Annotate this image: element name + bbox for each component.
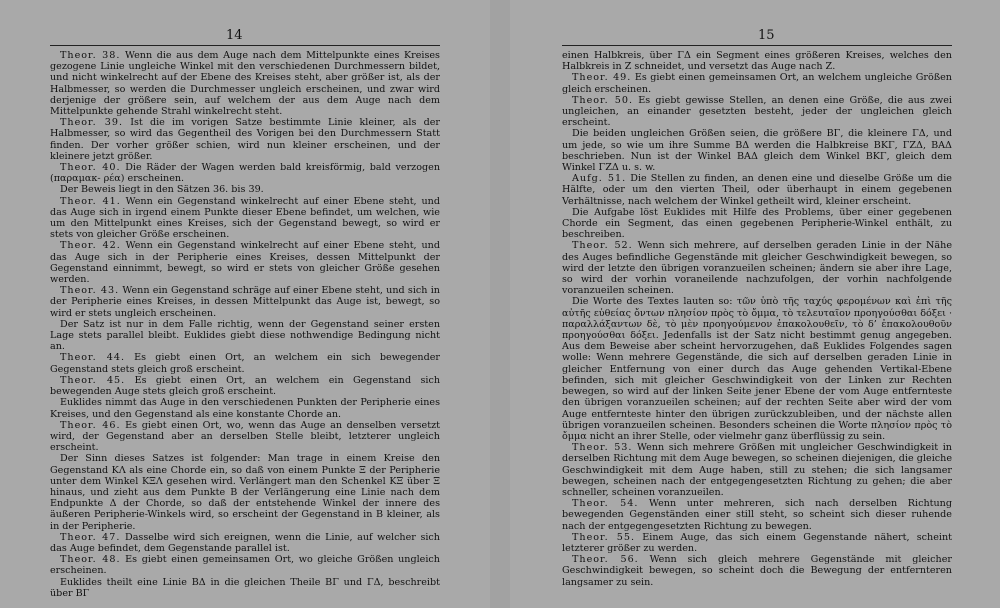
paragraph-text: Wenn sich gleich mehrere Gegenstände mit gleicher Geschwindigkeit bewegen, so scheint doch die Bewegung der entfernteren langsamer zu sein. (562, 554, 952, 588)
paragraph-text: Die Räder der Wagen werden bald kreisförmig, bald verzogen (παραμακ- ρέα) erscheinen. (50, 162, 441, 185)
theorem-label: Theor. 47. (60, 531, 121, 543)
paragraph-text: Der Beweis liegt in den Sätzen 36. bis 39. (60, 184, 264, 196)
book-gutter (490, 0, 510, 608)
paragraph (50, 162, 440, 184)
paragraph-text: Der Sinn dieses Satzes ist folgender: Man trage in einem Kreise den Gegenstand ΚΛ als eine Chorde ein, so daß von einem Punkte Ξ der Peripherie unter dem Winkel ΚΞΛ gesehen wird. Verlängert man den Schenkel ΚΞ über Ξ hinaus, und zieht aus dem Punkte Β der Verlängerung eine Linie nach dem Endpunkte Δ der Chorde, so daß der entstehende Winkel der innere des äußeren Peripherie-Winkels wird, so erscheint der Gegenstand in Β kleiner, als in der Peripherie. (50, 453, 440, 532)
paragraph-text: Einem Auge, das sich einem Gegenstande nähert, scheint letzterer größer zu werden. (562, 531, 953, 554)
paragraph (562, 173, 952, 207)
paragraph (562, 207, 952, 241)
left-page (0, 0, 490, 608)
theorem-label: Theor. 54. (572, 498, 639, 510)
paragraph-text: Die Aufgabe löst Euklides mit Hilfe des Problems, über einer gegebenen Chorde ein Segment, das einen gegebenen Peripherie-Winkel enthält, zu beschreiben. (562, 206, 952, 241)
paragraph (50, 319, 440, 353)
paragraph-text: Es giebt einen Ort, an welchem ein sich bewegender Gegenstand stets gleich groß erscheint. (50, 352, 440, 375)
paragraph (562, 50, 952, 72)
paragraph (50, 554, 440, 576)
paragraph (50, 375, 440, 397)
right-page (510, 0, 1000, 608)
theorem-label: Theor. 55. (572, 531, 636, 543)
left-header-rule (50, 45, 440, 46)
theorem-label: Theor. 52. (572, 240, 633, 252)
paragraph (50, 420, 440, 454)
paragraph-text: Es giebt gewisse Stellen, an denen eine Größe, die aus zwei ungleichen, an einander gesetzten besteht, jeder der ungleichen gleich erscheint. (562, 94, 952, 129)
paragraph-text: Die Stellen zu finden, an denen eine und dieselbe Größe um die Hälfte, oder um den vierten Theil, oder überhaupt in einem gegebenen Verhältnisse, nach welchem der Winkel getheilt wird, kleiner erscheint. (562, 173, 952, 207)
paragraph (50, 352, 440, 374)
paragraph (50, 532, 440, 554)
theorem-label: Theor. 44. (60, 352, 126, 364)
paragraph-text: Dasselbe wird sich ereignen, wenn die Linie, auf welcher sich das Auge befindet, dem Gegenstande parallel ist. (50, 531, 440, 554)
paragraph-text: Es giebt einen Ort, wo, wenn das Auge an denselben versetzt wird, der Gegenstand aber an derselben Stelle bleibt, letzterer ungleich erscheint. (50, 419, 440, 454)
theorem-label: Theor. 53. (572, 442, 633, 454)
paragraph (562, 532, 952, 554)
paragraph-text: Wenn die aus dem Auge nach dem Mittelpunkte eines Kreises gezogene Linie ungleiche Winkel mit den verschiedenen Durchmessern bildet, und nicht winkelrecht auf der Ebene des Kreises steht, aber größer ist, als der Halbmesser, so werden die Durchmesser ungleich erscheinen, und zwar wird derjenige der größere sein, auf welchem der aus dem Auge nach dem Mittelpunkte gehende Strahl winkelrecht steht. (50, 50, 440, 118)
theorem-label: Theor. 50. (572, 94, 634, 106)
theorem-label: Theor. 48. (60, 554, 121, 566)
paragraph (562, 240, 952, 296)
paragraph (50, 453, 440, 531)
paragraph (50, 577, 440, 599)
paragraph-text: Wenn unter mehreren, sich nach derselben Richtung bewegenden Gegenständen einer still steht, so scheint sich dieser ruhende nach der entgegengesetzten Richtung zu bewegen. (562, 498, 952, 532)
paragraph-text: Es giebt einen gemeinsamen Ort, wo gleiche Größen ungleich erscheinen. (50, 554, 440, 577)
theorem-label: Theor. 39. (60, 117, 124, 129)
theorem-label: Theor. 38. (60, 50, 121, 61)
paragraph-text: Wenn sich mehrere, auf derselben geraden Linie in der Nähe des Auges befindliche Gegenstände mit gleicher Geschwindigkeit bewegen, so wird der letzte den übrigen voranzueilen scheinen; ändern sie aber ihre Lage, so wird der vorhin voraneilende nachzufolgen, der vorhin nachfolgende voranzueilen scheinen. (562, 240, 953, 297)
paragraph (50, 285, 440, 319)
paragraph-text: Es giebt einen gemeinsamen Ort, an welchem ungleiche Größen gleich erscheinen. (562, 72, 952, 95)
right-page-body (562, 50, 952, 588)
paragraph-text: Der Satz ist nur in dem Falle richtig, wenn der Gegenstand seiner ersten Lage stets parallel bleibt. Euklides giebt diese nothwendige Bedingung nicht an. (50, 318, 440, 353)
left-page-number: 14 (226, 28, 243, 43)
paragraph-text: Wenn sich mehrere Größen mit ungleicher Geschwindigkeit in derselben Richtung mit dem Auge bewegen, so scheinen diejenigen, die gleiche Geschwindigkeit mit dem Auge haben, still zu stehen; die sich langsamer bewegen, scheinen nach der entgegengesetzten Richtung zu gehen; die aber schneller, scheinen voranzueilen. (562, 442, 952, 498)
theorem-label: Theor. 49. (572, 72, 632, 84)
theorem-label: Theor. 46. (60, 419, 121, 431)
problem-label: Aufg. 51. (572, 173, 627, 185)
theorem-label: Theor. 40. (60, 162, 121, 174)
left-page-body (50, 50, 440, 599)
paragraph (50, 240, 440, 285)
paragraph (562, 442, 952, 498)
paragraph-text: einen Halbkreis, über ΓΔ ein Segment eines größeren Kreises, welches den Halbkreis in Ζ schneidet, und versetzt das Auge nach Ζ. (562, 50, 952, 73)
paragraph (562, 554, 952, 588)
theorem-label: Theor. 42. (60, 240, 121, 252)
paragraph-text: Wenn ein Gegenstand winkelrecht auf einer Ebene steht, und das Auge sich in der Peripherie eines Kreises, dessen Mittelpunkt der Gegenstand einnimmt, bewegt, so wird er stets von gleicher Größe gesehen werden. (50, 240, 440, 286)
paragraph (562, 72, 952, 94)
paragraph (562, 128, 952, 173)
paragraph-text: Die Worte des Textes lauten so: τῶν ὑπὸ τῆς ταχύς φερομένων καὶ ἐπὶ τῆς αὐτῆς εὐθείας ὄντων πλησίον πρὸς τὸ ὄμμα, τὸ τελευταῖον προηγούσθαι δόξει · παραλλάξαντων δὲ, τὸ μὲν προηγούμενον ἐπακολουθεῖν, τὸ δ’ ἐπακολουθοῦν προηγούσθαι δόξει. Jedenfalls ist der Satz nicht bestimmt genug angegeben. Aus dem Beweise aber scheint hervorzugehen, daß Euklides Folgendes sagen wolle: Wenn mehrere Gegenstände, die sich auf derselben geraden Linie in gleicher Entfernung von einer durch das Auge gehenden Vertikal-Ebene befinden, sich mit gleicher Geschwindigkeit von der Linken zur Rechten bewegen, so wird auf der linken Seite jener Ebene der vom Auge entfernteste den übrigen voranzueilen scheinen; auf der rechten Seite aber wird der vom Auge entfernteste hinter den übrigen zurückzubleiben, und der nächste allen übrigen voranzueilen scheinen. Besonders scheinen die Worte πλησίον πρὸς τὸ ὄμμα nicht an ihrer Stelle, oder vielmehr ganz überflüssig zu sein. (562, 296, 952, 442)
paragraph-text: Wenn ein Gegenstand winkelrecht auf einer Ebene steht, und das Auge sich in irgend einem Punkte dieser Ebene befindet, um welchen, wie um den Mittelpunkt eines Kreises, sich der Gegenstand bewegt, so wird er stets von gleicher Größe erscheinen. (50, 195, 440, 241)
paragraph-text: Euklides nimmt das Auge in den verschiedenen Punkten der Peripherie eines Kreises, und den Gegenstand als eine konstante Chorde an. (50, 397, 440, 420)
right-header-rule (562, 45, 952, 46)
paragraph-text: Wenn ein Gegenstand schräge auf einer Ebene steht, und sich in der Peripherie eines Kreises, in dessen Mittelpunkt das Auge ist, bewegt, so wird er stets ungleich erscheinen. (50, 285, 440, 319)
paragraph (562, 498, 952, 532)
paragraph-text: Euklides theilt eine Linie ΒΔ in die gleichen Theile ΒΓ und ΓΔ, beschreibt über ΒΓ (50, 576, 440, 599)
right-page-number: 15 (758, 28, 775, 43)
theorem-label: Theor. 45. (60, 374, 126, 386)
paragraph (562, 296, 952, 442)
paragraph (50, 397, 440, 419)
paragraph (562, 95, 952, 129)
paragraph (50, 50, 440, 117)
theorem-label: Theor. 56. (572, 554, 639, 566)
paragraph (50, 196, 440, 241)
paragraph-text: Es giebt einen Ort, an welchem ein Gegenstand sich bewegenden Auge stets gleich groß erscheint. (50, 374, 441, 398)
theorem-label: Theor. 41. (60, 195, 121, 207)
theorem-label: Theor. 43. (60, 285, 120, 297)
paragraph (50, 184, 440, 195)
paragraph (50, 117, 440, 162)
paragraph-text: Ist die im vorigen Satze bestimmte Linie kleiner, als der Halbmesser, so wird das Gegentheil des Vorigen bei den Durchmessern Statt finden. Der vorher größer schien, wird nun kleiner erscheinen, und der kleinere jetzt größer. (50, 117, 440, 162)
paragraph-text: Die beiden ungleichen Größen seien, die größere ΒΓ, die kleinere ΓΔ, und um jede, so wie um ihre Summe ΒΔ werden die Halbkreise ΒΚΓ, ΓΖΔ, ΒΑΔ beschrieben. Nun ist der Winkel ΒΑΔ gleich dem Winkel ΒΚΓ, gleich dem Winkel ΓΖΔ u. s. w. (562, 128, 952, 174)
